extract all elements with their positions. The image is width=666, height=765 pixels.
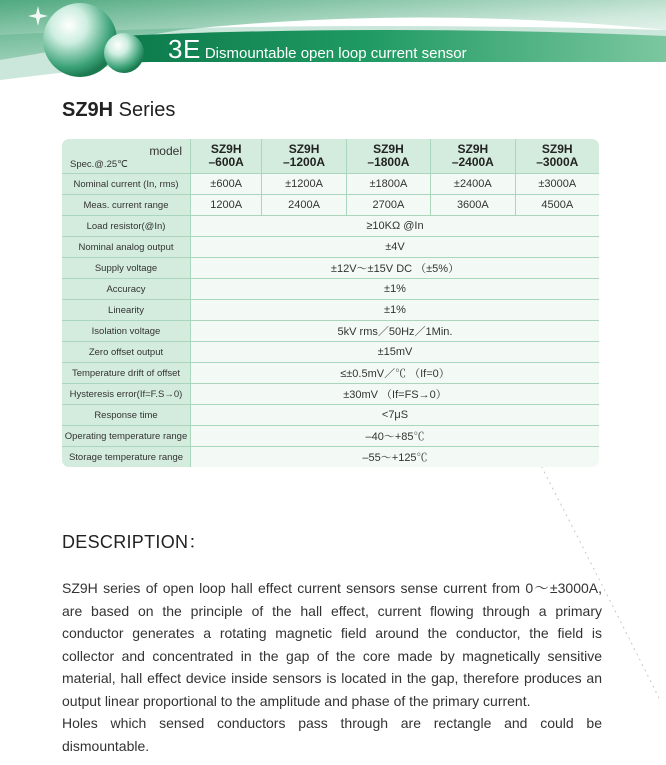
description-paragraph: SZ9H series of open loop hall effect current sensors sense current from 0～±3000A, are based on the principle of the hall effect, current flowing through a primary conductor generates a rotating magnetic field around the conductor, the field is collector and concentrated in the gap of the core made by magnetically sensitive material, hall effect device inside sensors is located in the gap, therefore produces an output linear proportional to the amplitude and phase of the primary current. (62, 580, 602, 709)
table-row (62, 279, 600, 300)
description-paragraph: Holes which sensed conductors pass through are rectangle and could be dismountable. (62, 715, 602, 754)
table-row (62, 363, 600, 384)
model-header-5 (515, 139, 599, 174)
row-value: ±3000A (515, 174, 599, 195)
row-value: 3600A (431, 195, 515, 216)
model-line1: SZ9H (541, 142, 573, 156)
row-label: Linearity (62, 300, 191, 321)
model-line1: SZ9H (457, 142, 489, 156)
table-row (62, 321, 600, 342)
row-label: Nominal analog output (62, 237, 191, 258)
row-label: Meas. current range (62, 195, 191, 216)
model-header-3 (346, 139, 430, 174)
row-label: Storage temperature range (62, 447, 191, 468)
row-value: ±12V～±15V DC （±5%） (191, 258, 600, 279)
row-value: ±1800A (346, 174, 430, 195)
row-value: 5kV rms／50Hz／1Min. (191, 321, 600, 342)
banner-title (168, 34, 467, 65)
model-line1: SZ9H (210, 142, 242, 156)
model-header-1 (191, 139, 262, 174)
model-line2: –1800A (367, 155, 410, 169)
row-label: Isolation voltage (62, 321, 191, 342)
row-label: Supply voltage (62, 258, 191, 279)
model-line1: SZ9H (373, 142, 404, 156)
model-header-4 (431, 139, 515, 174)
table-row (62, 258, 600, 279)
row-value: ≥10KΩ @In (191, 216, 600, 237)
model-line2: –3000A (536, 155, 579, 169)
row-value: <7μS (191, 405, 600, 426)
row-label: Hysteresis error(If=F.S→0) (62, 384, 191, 405)
row-value: ±2400A (431, 174, 515, 195)
row-value: 2400A (262, 195, 346, 216)
description-body (62, 577, 602, 757)
row-label: Response time (62, 405, 191, 426)
row-value: ±1% (191, 300, 600, 321)
table-row (62, 405, 600, 426)
table-row (62, 216, 600, 237)
model-line2: –600A (208, 155, 244, 169)
series-suffix: Series (113, 99, 176, 121)
row-value: ±30mV （If=FS→0） (191, 384, 600, 405)
table-row (62, 174, 600, 195)
description-title: DESCRIPTION： (62, 532, 207, 552)
header-banner (0, 0, 666, 100)
table-row (62, 447, 600, 468)
row-label: Operating temperature range (62, 426, 191, 447)
row-value: 4500A (515, 195, 599, 216)
section-title: Dismountable open loop current sensor (204, 45, 467, 62)
sphere-large (43, 3, 117, 77)
row-label: Temperature drift of offset (62, 363, 191, 384)
series-title (62, 99, 175, 122)
row-value: –40～+85℃ (191, 426, 600, 447)
spec-table (61, 138, 600, 468)
row-value: ±15mV (191, 342, 600, 363)
row-value: ±1% (191, 279, 600, 300)
row-label: Nominal current (In, rms) (62, 174, 191, 195)
table-row (62, 342, 600, 363)
row-label: Accuracy (62, 279, 191, 300)
row-value: 2700A (346, 195, 430, 216)
corner-model-label: model (149, 144, 182, 158)
row-value: ≤±0.5mV／℃ （If=0） (191, 363, 600, 384)
table-row (62, 426, 600, 447)
row-value: ±4V (191, 237, 600, 258)
sphere-small (104, 33, 144, 73)
section-number: 3E (168, 34, 201, 64)
row-value: ±1200A (262, 174, 346, 195)
row-value: 1200A (191, 195, 262, 216)
table-row (62, 195, 600, 216)
row-value: –55～+125℃ (191, 447, 600, 468)
series-name: SZ9H (62, 99, 114, 121)
table-row (62, 300, 600, 321)
corner-spec-label: Spec.@.25℃ (70, 159, 128, 170)
row-label: Zero offset output (62, 342, 191, 363)
row-value: ±600A (191, 174, 262, 195)
model-line1: SZ9H (288, 142, 320, 156)
table-header-row (62, 139, 600, 174)
table-row (62, 384, 600, 405)
model-line2: –1200A (283, 155, 326, 169)
row-label: Load resistor(@In) (62, 216, 191, 237)
model-header-2 (262, 139, 346, 174)
table-row (62, 237, 600, 258)
model-line2: –2400A (451, 155, 494, 169)
header-corner-cell (62, 139, 191, 174)
